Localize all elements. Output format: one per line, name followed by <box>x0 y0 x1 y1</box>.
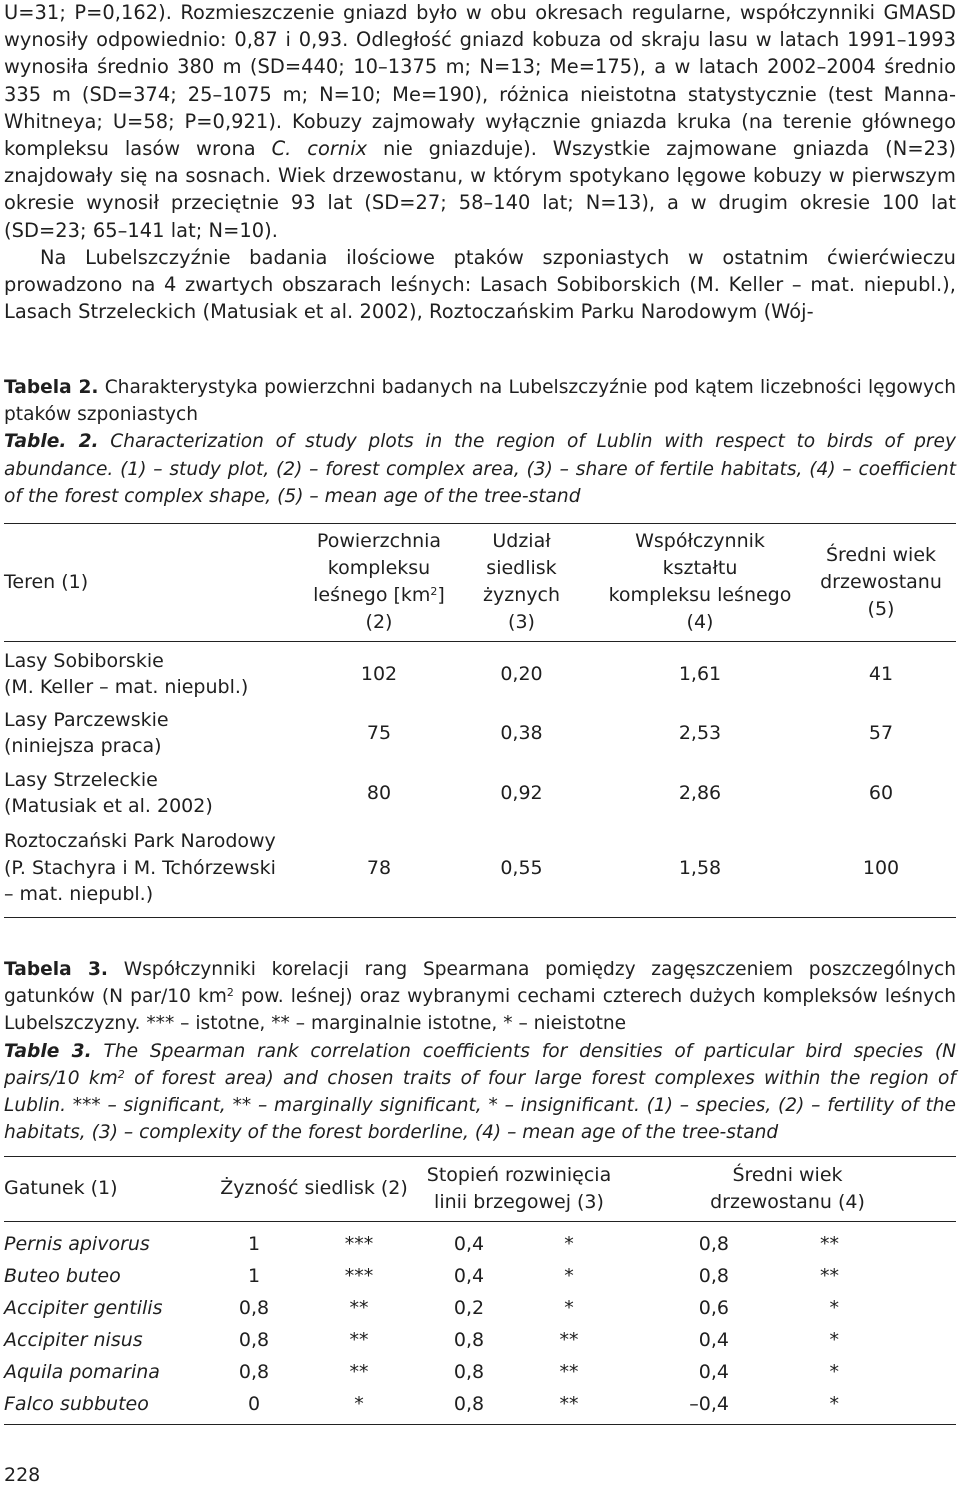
table2-header-area: Powierzchnia kompleksu leśnego $[km^2]$ (2) <box>313 530 445 634</box>
table3-header-fertility: Żyzność siedlisk (2) <box>220 1177 408 1200</box>
table-row: Accipiter nisus 0,8 ** 0,8 ** 0,4 * <box>4 1328 839 1351</box>
table2-label-en: Table. 2. <box>4 431 99 453</box>
page-number: 228 <box>4 1464 41 1486</box>
table3-caption: Tabela 3. Współczynniki korelacji rang Spearmana pomiędzy zagęszczeniem poszczególnych gatunków (N par/10 $km^2$ pow. leśnej) oraz wybranymi cechami czterech dużych kompleksów leśnych Lubelszczyzny. *** – istotne, ** – marginalnie istotne, * – nieistotne Table 3. The Spearman rank correlation coefficients for densities of particular bird species (N pairs/10 $km^2$ of forest area) and chosen traits of four large forest complexes within the region of Lublin. *** – significant, ** – marginally significant, * – insignificant. (1) – species, (2) – fertility of the habitats, (3) – complexity of the forest borderline, (4) – mean age of the tree-stand <box>4 959 956 1144</box>
table-row: Aquila pomarina 0,8 ** 0,8 ** 0,4 * <box>4 1360 839 1383</box>
table2-header-age: Średni wiek drzewostanu (5) <box>820 543 942 620</box>
paragraph-2: Na Lubelszczyźnie badania ilościowe ptaków szponiastych w ostatnim ćwierćwieczu prowadzono na 4 zwartych obszarach leśnych: Lasach Sobiborskich (M. Keller – mat. niepubl.), Lasach Strzeleckich (Matusiak et al. 2002), Roztoczańskim Parku Narodowym (Wój- <box>4 245 956 324</box>
paragraph-1-end: nie gniazduje). Wszystkie zajmowane gniazda (N=23) znajdowały się na sosnach. Wiek drzewostanu, w którym spotykano lęgowe kobuzy w pierwszym okresie wynosił przeciętnie 93 lat (SD=27; 58–140 lat; N=13), a w drugim okresie 100 lat (SD=23; 65–141 lat; N=10). <box>4 137 957 242</box>
table3-label-pl: Tabela 3. <box>4 959 108 980</box>
table2-header-row <box>4 524 956 641</box>
table-row: Roztoczański Park Narodowy (P. Stachyra i M. Tchórzewski – mat. niepubl.) 78 0,55 1,58 100 <box>4 830 900 906</box>
table-row: Pernis apivorus 1 *** 0,4 * 0,8 ** <box>4 1232 839 1255</box>
table2-label-pl: Tabela 2. <box>4 377 99 398</box>
table2-header-coef: Współczynnik kształtu kompleksu leśnego (4) <box>608 530 792 634</box>
table3-header-borderline: Stopień rozwinięcia linii brzegowej (3) <box>426 1163 612 1213</box>
table-row: Lasy Sobiborskie (M. Keller – mat. niepubl.) 102 0,20 1,61 41 <box>4 649 894 698</box>
table-row: Buteo buteo 1 *** 0,4 * 0,8 ** <box>4 1264 839 1287</box>
table2-caption-pl: Charakterystyka powierzchni badanych na Lubelszczyźnie pod kątem liczebności lęgowych ptaków szponiastych <box>4 377 956 426</box>
table2-caption-en: Characterization of study plots in the region of Lublin with respect to birds of prey abundance. (1) – study plot, (2) – forest complex area, (3) – share of fertile habitats, (4) – coefficient of the forest complex shape, (5) – mean age of the tree-stand <box>4 431 956 507</box>
paragraph-1-text: U=31; P=0,162). Rozmieszczenie gniazd było w obu okresach regularne, współczynniki GMASD wynosiły odpowiednio: 0,87 i 0,93. Odległość gniazd kobuza od skraju lasu w latach 1991–1993 wynosiła średnio 380 m (SD=440; 10–1375 m; N=13; Me=175), a w latach 2002–2004 średnio 335 m (SD=374; 25–1075 m; N=10; Me=190), różnica nieistotna statystycznie (test Manna-Whitneya; U=58; P=0,921). Kobuzy zajmowały wyłącznie gniazda kruka (na terenie głównego kompleksu lasów wrona <box>4 1 956 161</box>
table2-bottom-rule <box>4 917 956 918</box>
table2-header-share: Udział siedlisk żyznych (3) <box>483 530 560 634</box>
table2-caption <box>4 374 956 510</box>
species-italic: C. cornix <box>271 137 368 161</box>
table2-header-teren: Teren (1) <box>4 570 89 593</box>
body-text <box>4 0 956 325</box>
paragraph-1 <box>4 0 956 244</box>
table3-header-species: Gatunek (1) <box>4 1177 118 1200</box>
table3-label-en: Table 3. <box>4 1040 92 1062</box>
table-row: Lasy Parczewskie (niniejsza praca) 75 0,38 2,53 57 <box>4 708 894 757</box>
table2 <box>4 524 956 913</box>
table-row: Falco subbuteo 0 * 0,8 ** –0,4 * <box>4 1392 839 1415</box>
table-row: Accipiter gentilis 0,8 ** 0,2 * 0,6 * <box>4 1296 839 1319</box>
table-row: Lasy Strzeleckie (Matusiak et al. 2002) 80 0,92 2,86 60 <box>4 768 894 817</box>
table3 <box>4 1157 956 1420</box>
table3-header-row <box>4 1157 956 1221</box>
table3-header-age: Średni wiek drzewostanu (4) <box>710 1163 865 1213</box>
table3-bottom-rule <box>4 1424 956 1425</box>
